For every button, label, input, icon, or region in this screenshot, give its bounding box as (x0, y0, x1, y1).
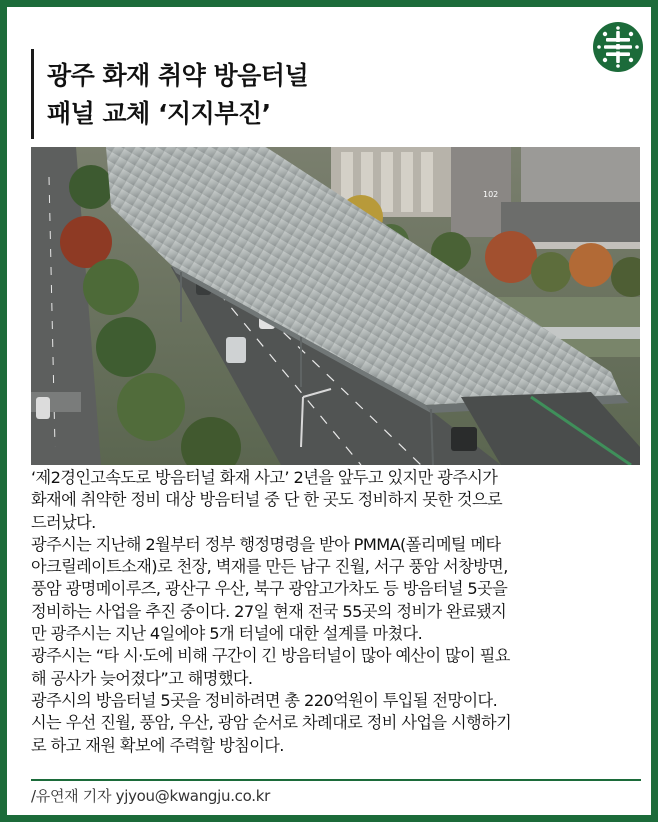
article-line: 로 하고 재원 확보에 주력할 방침이다. (31, 735, 284, 755)
article-body (31, 467, 643, 757)
newspaper-emblem-icon (592, 21, 644, 73)
article-line: 광주시는 “타 시·도에 비해 구간이 긴 방음터널이 많아 예산이 많이 필요 (31, 646, 510, 666)
article-line: 아크릴레이트소재)로 천장, 벽재를 만든 남구 진월, 서구 풍암 서창방면, (31, 557, 508, 577)
reporter-byline: /유연재 기자 yjyou@kwangju.co.kr (31, 787, 270, 805)
building-number-label: 102 (483, 190, 499, 199)
article-line: 화재에 취약한 정비 대상 방음터널 중 단 한 곳도 정비하지 못한 것으로 (31, 490, 503, 510)
article-line: 해 공사가 늦어졌다”고 해명했다. (31, 668, 253, 688)
article-line: 광주시는 지난해 2월부터 정부 행정명령을 받아 PMMA(폴리메틸 메타 (31, 534, 501, 554)
article-line: 시는 우선 진월, 풍암, 우산, 광암 순서로 차례대로 정비 사업을 시행하기 (31, 713, 512, 733)
tunnel-photo (31, 147, 640, 465)
headline-line-2: 패널 교체 ‘지지부진’ (47, 99, 271, 128)
article-line: 풍암 광명메이루즈, 광산구 우산, 북구 광암고가차도 등 방음터널 5곳을 (31, 579, 508, 599)
article-line: ‘제2경인고속도로 방음터널 화재 사고’ 2년을 앞두고 있지만 광주시가 (31, 468, 498, 487)
article-line: 정비하는 사업을 추진 중이다. 27일 현재 전국 55곳의 정비가 완료됐지 (31, 601, 507, 621)
footer-divider (31, 779, 641, 781)
headline (47, 57, 308, 133)
highway-noise-tunnel-aerial-photo (31, 147, 640, 465)
article-line: 드러났다. (31, 512, 96, 532)
article-line: 만 광주시는 지난 4일에야 5개 터널에 대한 설계를 마쳤다. (31, 624, 423, 644)
title-accent-bar (31, 49, 34, 139)
headline-line-1: 광주 화재 취약 방음터널 (47, 61, 309, 90)
article-line: 광주시의 방음터널 5곳을 정비하려면 총 220억원이 투입될 전망이다. (31, 690, 498, 710)
